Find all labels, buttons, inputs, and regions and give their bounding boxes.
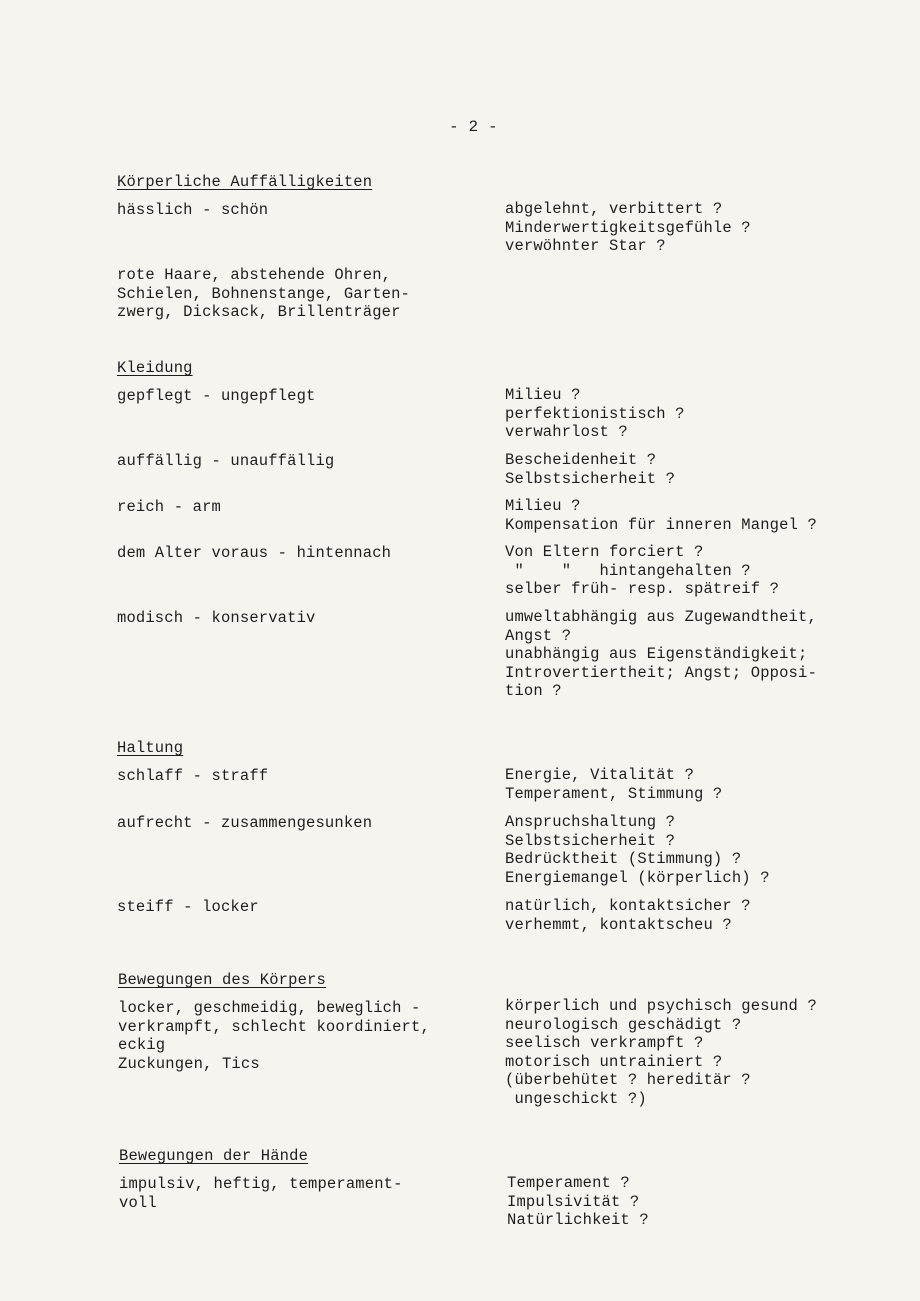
section-heading-koerperliche-auffaelligkeiten: Körperliche Auffälligkeiten xyxy=(117,173,373,191)
row-left-text: modisch - konservativ xyxy=(117,609,316,627)
row-right-text: Milieu ? Kompensation für inneren Mangel ? xyxy=(505,497,817,534)
row-left-text: locker, geschmeidig, beweglich - verkrampft, schlecht koordiniert, eckig Zuckungen, Tics xyxy=(118,999,430,1073)
row-right-text: körperlich und psychisch gesund ? neurologisch geschädigt ? seelisch verkrampft ? motorisch untrainiert ? (überbehütet ? hereditär ? ungeschickt ?) xyxy=(505,997,817,1108)
row-right-text: umweltabhängig aus Zugewandtheit, Angst ? unabhängig aus Eigenständigkeit; Introvertiertheit; Angst; Opposi- tion ? xyxy=(505,608,817,701)
row-left-text: schlaff - straff xyxy=(117,767,269,785)
row-left-text: rote Haare, abstehende Ohren, Schielen, Bohnenstange, Garten- zwerg, Dicksack, Brillenträger xyxy=(117,266,410,322)
row-right-text: abgelehnt, verbittert ? Minderwertigkeitsgefühle ? verwöhnter Star ? xyxy=(505,200,751,256)
row-right-text: Temperament ? Impulsivität ? Natürlichkeit ? xyxy=(507,1174,649,1230)
page-number: - 2 - xyxy=(449,118,498,136)
row-right-text: Milieu ? perfektionistisch ? verwahrlost ? xyxy=(505,386,685,442)
row-left-text: reich - arm xyxy=(117,498,221,516)
row-left-text: gepflegt - ungepflegt xyxy=(117,387,316,405)
row-right-text: Bescheidenheit ? Selbstsicherheit ? xyxy=(505,451,676,488)
section-heading-bewegungen-der-haende: Bewegungen der Hände xyxy=(119,1147,309,1165)
row-left-text: impulsiv, heftig, temperament- voll xyxy=(119,1175,403,1212)
section-heading-bewegungen-des-koerpers: Bewegungen des Körpers xyxy=(118,971,326,989)
section-heading-haltung: Haltung xyxy=(117,739,184,757)
section-heading-kleidung: Kleidung xyxy=(117,359,193,377)
row-right-text: Energie, Vitalität ? Temperament, Stimmung ? xyxy=(505,766,723,803)
row-right-text: Anspruchshaltung ? Selbstsicherheit ? Bedrücktheit (Stimmung) ? Energiemangel (körperlich) ? xyxy=(505,813,770,887)
row-right-text: natürlich, kontaktsicher ? verhemmt, kontaktscheu ? xyxy=(505,897,751,934)
row-left-text: aufrecht - zusammengesunken xyxy=(117,814,373,832)
row-left-text: auffällig - unauffällig xyxy=(117,452,335,470)
row-left-text: steiff - locker xyxy=(117,898,259,916)
row-left-text: hässlich - schön xyxy=(117,201,269,219)
row-right-text: Von Eltern forciert ? " " hintangehalten ? selber früh- resp. spätreif ? xyxy=(505,543,780,599)
row-left-text: dem Alter voraus - hintennach xyxy=(117,544,392,562)
